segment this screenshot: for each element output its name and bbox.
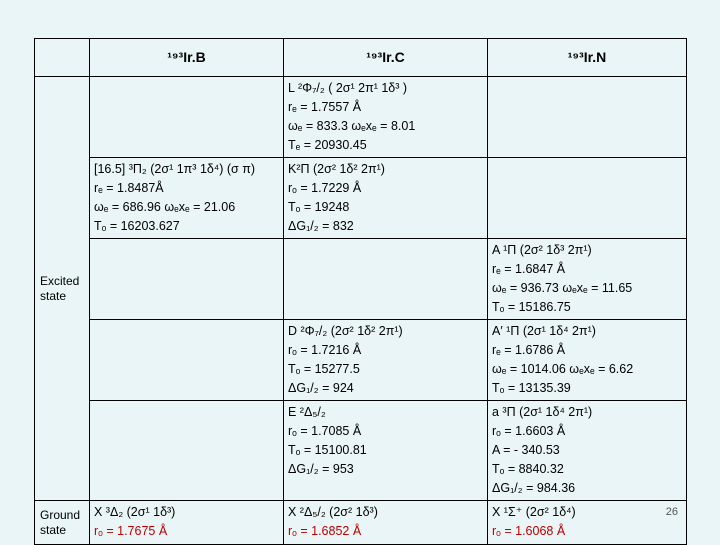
excited-state-label: Excited state <box>35 77 90 501</box>
cell-irc-k: K²Π (2σ² 1δ² 2π¹) rₒ = 1.7229 Å Tₒ = 19248 ΔG₁/₂ = 832 <box>284 158 488 239</box>
row-irn-a <box>35 239 687 320</box>
row-irc-l-state <box>35 77 687 158</box>
cell-empty <box>90 320 284 401</box>
cell-irb-16-5: [16.5] ³Π₂ (2σ¹ 1π³ 1δ⁴) (σ π) rₑ = 1.8487Å ωₑ = 686.96 ωₑxₑ = 21.06 Tₒ = 16203.627 <box>90 158 284 239</box>
cell-empty <box>488 77 687 158</box>
cell-irn-ground: X ¹Σ⁺ (2σ² 1δ⁴) rₒ = 1.6068 Å <box>488 501 687 545</box>
cell-irn-a-triplet: a ³Π (2σ¹ 1δ⁴ 2π¹) rₒ = 1.6603 Å A = - 340.53 Tₒ = 8840.32 ΔG₁/₂ = 984.36 <box>488 401 687 501</box>
row-irc-e <box>35 401 687 501</box>
header-row <box>35 39 687 77</box>
header-empty <box>35 39 90 77</box>
cell-empty <box>90 239 284 320</box>
row-ground-state <box>35 501 687 545</box>
page-number: 26 <box>665 506 678 518</box>
row-irb-16-5 <box>35 158 687 239</box>
cell-empty <box>90 77 284 158</box>
cell-empty <box>488 158 687 239</box>
cell-irc-e: E ²Δ₅/₂ rₒ = 1.7085 Å Tₒ = 15100.81 ΔG₁/₂ = 953 <box>284 401 488 501</box>
header-irb: ¹⁹³Ir.B <box>90 39 284 77</box>
ground-state-label: Ground state <box>35 501 90 545</box>
cell-irn-a: A ¹Π (2σ² 1δ³ 2π¹) rₑ = 1.6847 Å ωₑ = 936.73 ωₑxₑ = 11.65 Tₒ = 15186.75 <box>488 239 687 320</box>
cell-irc-l: L ²Φ₇/₂ ( 2σ¹ 2π¹ 1δ³ ) rₑ = 1.7557 Å ωₑ = 833.3 ωₑxₑ = 8.01 Tₑ = 20930.45 <box>284 77 488 158</box>
row-irc-d <box>35 320 687 401</box>
cell-empty <box>284 239 488 320</box>
cell-irc-ground: X ²Δ₅/₂ (2σ² 1δ³) rₒ = 1.6852 Å <box>284 501 488 545</box>
cell-empty <box>90 401 284 501</box>
spectroscopic-table <box>34 38 687 545</box>
header-irc: ¹⁹³Ir.C <box>284 39 488 77</box>
cell-irb-ground: X ³Δ₂ (2σ¹ 1δ³) rₒ = 1.7675 Å <box>90 501 284 545</box>
header-irn: ¹⁹³Ir.N <box>488 39 687 77</box>
cell-irn-a-prime: A′ ¹Π (2σ¹ 1δ⁴ 2π¹) rₑ = 1.6786 Å ωₑ = 1014.06 ωₑxₑ = 6.62 Tₒ = 13135.39 <box>488 320 687 401</box>
cell-irc-d: D ²Φ₇/₂ (2σ² 1δ² 2π¹) rₒ = 1.7216 Å Tₒ = 15277.5 ΔG₁/₂ = 924 <box>284 320 488 401</box>
